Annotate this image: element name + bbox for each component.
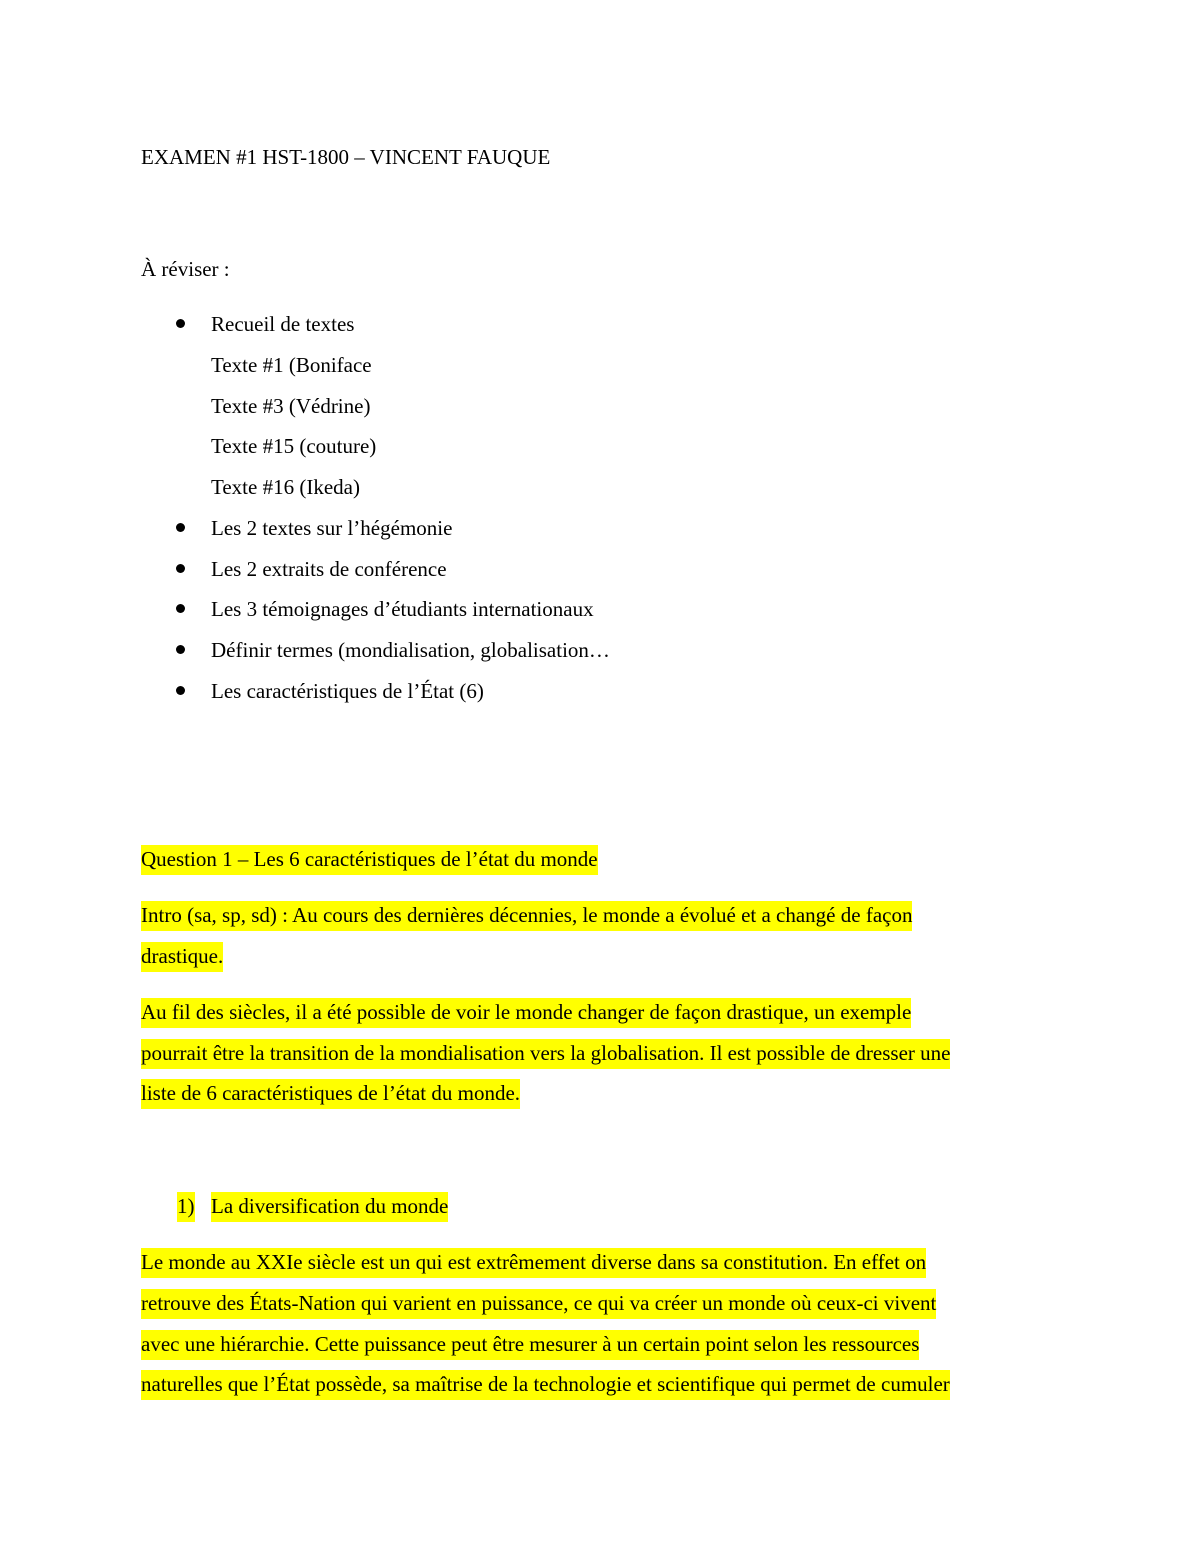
review-item: Recueil de textes — [211, 312, 355, 336]
bullet-icon — [176, 604, 185, 613]
bullet-icon — [176, 564, 185, 573]
paragraph-line: avec une hiérarchie. Cette puissance peut être mesurer à un certain point selon les ressources — [141, 1330, 919, 1358]
bullet-icon — [176, 645, 185, 654]
review-item: Les caractéristiques de l’État (6) — [211, 679, 484, 703]
paragraph-line: liste de 6 caractéristiques de l’état du monde. — [141, 1079, 520, 1107]
paragraph-line: Le monde au XXIe siècle est un qui est extrêmement diverse dans sa constitution. En effet on — [141, 1248, 926, 1276]
review-item: Les 3 témoignages d’étudiants internationaux — [211, 597, 594, 621]
paragraph-line: retrouve des États-Nation qui varient en puissance, ce qui va créer un monde où ceux-ci vivent — [141, 1289, 936, 1317]
review-item: Les 2 extraits de conférence — [211, 557, 447, 581]
section-heading: La diversification du monde — [211, 1192, 448, 1220]
review-subitem: Texte #3 (Védrine) — [211, 394, 371, 418]
review-heading: À réviser : — [141, 257, 230, 281]
intro-line: drastique. — [141, 942, 223, 970]
review-item: Définir termes (mondialisation, globalisation… — [211, 638, 610, 662]
bullet-icon — [176, 319, 185, 328]
intro-line: Intro (sa, sp, sd) : Au cours des dernières décennies, le monde a évolué et a changé de façon — [141, 901, 912, 929]
paragraph-line: naturelles que l’État possède, sa maîtrise de la technologie et scientifique qui permet de cumuler — [141, 1370, 950, 1398]
document-title: EXAMEN #1 HST-1800 – VINCENT FAUQUE — [141, 145, 551, 169]
bullet-icon — [176, 686, 185, 695]
paragraph-line: pourrait être la transition de la mondialisation vers la globalisation. Il est possible de dresser une — [141, 1039, 950, 1067]
paragraph-line: Au fil des siècles, il a été possible de voir le monde changer de façon drastique, un exemple — [141, 998, 911, 1026]
question-heading: Question 1 – Les 6 caractéristiques de l’état du monde — [141, 845, 598, 873]
section-number: 1) — [177, 1192, 195, 1220]
review-subitem: Texte #16 (Ikeda) — [211, 475, 360, 499]
review-subitem: Texte #1 (Boniface — [211, 353, 372, 377]
review-subitem: Texte #15 (couture) — [211, 434, 377, 458]
bullet-icon — [176, 523, 185, 532]
review-item: Les 2 textes sur l’hégémonie — [211, 516, 453, 540]
